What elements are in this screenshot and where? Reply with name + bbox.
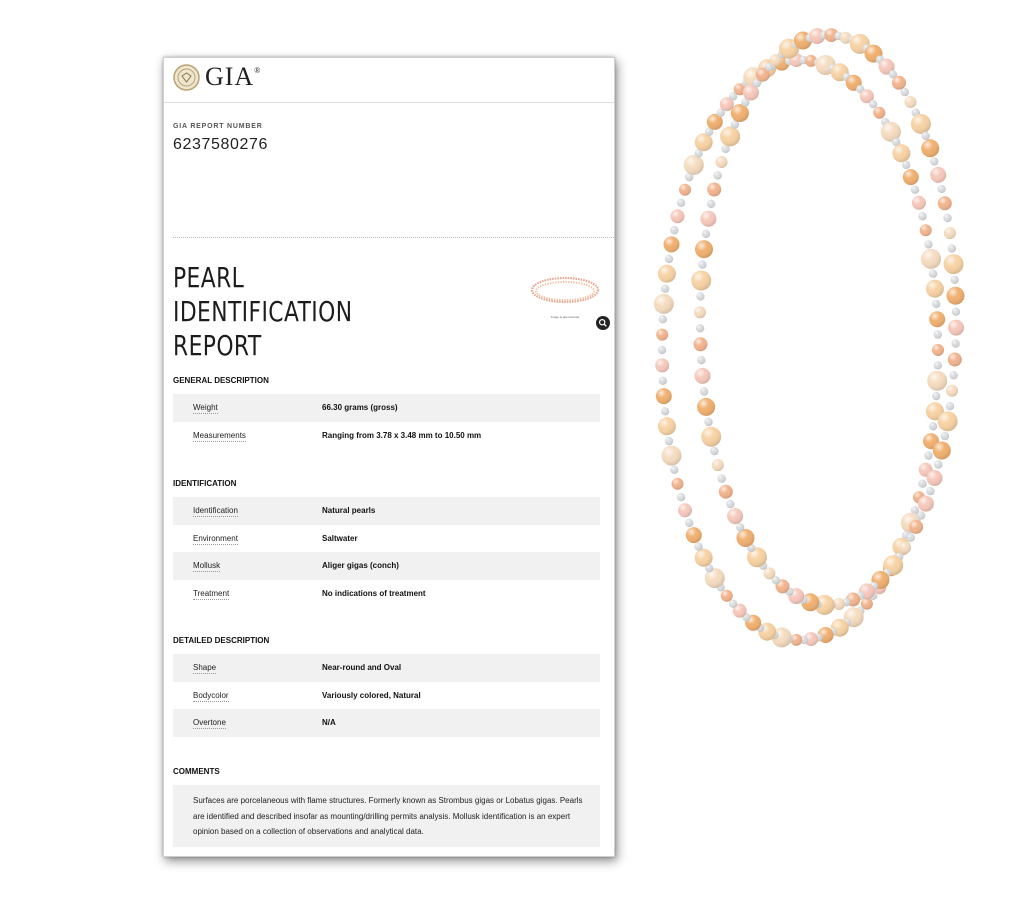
pearl-highlight bbox=[654, 294, 674, 314]
field-value: Ranging from 3.78 x 3.48 mm to 10.50 mm bbox=[322, 430, 482, 440]
detailed-description-section bbox=[173, 636, 600, 737]
pearl-highlight bbox=[659, 315, 667, 323]
field-label[interactable]: Bodycolor bbox=[193, 690, 229, 700]
field-value: Near-round and Oval bbox=[322, 663, 402, 673]
pearl-highlight bbox=[720, 126, 740, 146]
pearl-highlight bbox=[909, 520, 923, 534]
pearl-highlight bbox=[686, 527, 702, 543]
pearl-highlight bbox=[731, 104, 749, 122]
pearl-highlight bbox=[700, 387, 708, 395]
pearl-highlight bbox=[951, 276, 959, 284]
pearl-highlight bbox=[937, 185, 945, 193]
table-row bbox=[173, 552, 600, 580]
pearl-highlight bbox=[714, 171, 722, 179]
identification-section bbox=[173, 479, 600, 607]
pearl-highlight bbox=[700, 211, 716, 227]
necklace-thumbnail[interactable] bbox=[528, 268, 602, 322]
pearl-highlight bbox=[672, 478, 684, 490]
pearl-highlight bbox=[901, 88, 909, 96]
field-label[interactable]: Shape bbox=[193, 663, 217, 673]
pearl-highlight bbox=[949, 371, 957, 379]
pearl-highlight bbox=[656, 388, 672, 404]
table-row bbox=[173, 709, 600, 737]
thumbnail-caption: Image is approximate bbox=[550, 315, 580, 319]
gia-logo[interactable]: GIA® bbox=[205, 62, 262, 91]
pearl-highlight bbox=[710, 447, 718, 455]
field-label[interactable]: Treatment bbox=[193, 588, 230, 598]
field-label[interactable]: Mollusk bbox=[193, 561, 221, 571]
table-row bbox=[173, 580, 600, 608]
pearl-highlight bbox=[926, 487, 934, 495]
pearl-highlight bbox=[922, 132, 930, 140]
field-value: 66.30 grams (gross) bbox=[322, 403, 398, 413]
field-value: No indications of treatment bbox=[322, 588, 426, 598]
pearl-highlight bbox=[662, 446, 682, 466]
table-row bbox=[173, 422, 600, 450]
pearl-highlight bbox=[921, 139, 939, 157]
pearl-highlight bbox=[658, 346, 666, 354]
pearl-highlight bbox=[899, 542, 911, 554]
section-title: DETAILED DESCRIPTION bbox=[173, 636, 270, 645]
pearl-necklace-photo bbox=[640, 20, 1010, 650]
pearl-highlight bbox=[697, 398, 715, 416]
field-value: N/A bbox=[322, 718, 336, 728]
section-title: COMMENTS bbox=[173, 767, 220, 776]
pearl-highlight bbox=[943, 214, 951, 222]
table-row bbox=[173, 682, 600, 710]
pearl-highlight bbox=[671, 209, 685, 223]
pearl-highlight bbox=[930, 157, 938, 165]
pearl-highlight bbox=[911, 186, 919, 194]
pearl-highlight bbox=[685, 519, 693, 527]
pearl-highlight bbox=[948, 244, 956, 252]
comments-section bbox=[173, 767, 600, 847]
zoom-button[interactable] bbox=[596, 316, 610, 330]
section-title: GENERAL DESCRIPTION bbox=[173, 376, 269, 385]
pearl-highlight bbox=[934, 361, 942, 369]
pearl-highlight bbox=[933, 442, 951, 460]
pearl-highlight bbox=[696, 324, 704, 332]
pearl-highlight bbox=[912, 196, 926, 210]
pearl-highlight bbox=[927, 371, 947, 391]
pearl-highlight bbox=[679, 184, 691, 196]
pearl-highlight bbox=[921, 249, 941, 269]
pearl-highlight bbox=[664, 236, 680, 252]
general-description-section bbox=[173, 376, 600, 449]
section-title: IDENTIFICATION bbox=[173, 479, 237, 488]
pearl-highlight bbox=[892, 76, 906, 90]
pearl-highlight bbox=[934, 330, 942, 338]
pearl-highlight bbox=[702, 230, 710, 238]
pearl-highlight bbox=[946, 402, 954, 410]
pearl-highlight bbox=[918, 212, 926, 220]
field-value: Natural pearls bbox=[322, 506, 376, 516]
field-label[interactable]: Identification bbox=[193, 506, 238, 516]
pearl-highlight bbox=[929, 270, 937, 278]
pearl-highlight bbox=[658, 417, 676, 435]
pearl-highlight bbox=[712, 459, 724, 471]
pearl-highlight bbox=[661, 285, 669, 293]
pearl-highlight bbox=[930, 167, 946, 183]
pearl-highlight bbox=[917, 511, 925, 519]
pearl-highlight bbox=[701, 427, 721, 447]
pearl-highlight bbox=[737, 529, 755, 547]
pearl-highlight bbox=[941, 432, 949, 440]
pearl-highlight bbox=[661, 407, 669, 415]
pearl-highlight bbox=[952, 308, 960, 316]
pearl-highlight bbox=[726, 500, 734, 508]
pearl-highlight bbox=[670, 226, 678, 234]
pearl-highlight bbox=[719, 485, 733, 499]
pearl-highlight bbox=[938, 411, 958, 431]
pearl-highlight bbox=[695, 240, 713, 258]
pearl-highlight bbox=[684, 155, 704, 175]
table-row bbox=[173, 497, 600, 525]
pearl-highlight bbox=[678, 503, 692, 517]
pearl-highlight bbox=[691, 271, 711, 291]
pearl-highlight bbox=[944, 227, 956, 239]
pearl-highlight bbox=[656, 329, 668, 341]
field-label[interactable]: Overtone bbox=[193, 718, 226, 728]
pearl-highlight bbox=[707, 200, 715, 208]
pearl-highlight bbox=[695, 549, 713, 567]
report-number-label: GIA REPORT NUMBER bbox=[173, 123, 263, 130]
pearl-highlight bbox=[736, 523, 744, 531]
pearl-highlight bbox=[665, 255, 673, 263]
pearl-highlight bbox=[902, 161, 910, 169]
field-label[interactable]: Weight bbox=[193, 403, 218, 413]
pearl-highlight bbox=[696, 292, 704, 300]
pearl-highlight bbox=[694, 306, 706, 318]
pearl-highlight bbox=[929, 311, 945, 327]
field-label[interactable]: Environment bbox=[193, 533, 238, 543]
page-title: PEARL IDENTIFICATION REPORT bbox=[173, 261, 353, 362]
field-value: Saltwater bbox=[322, 533, 358, 543]
pearl-highlight bbox=[869, 100, 877, 108]
pearl-highlight bbox=[932, 300, 940, 308]
pearl-highlight bbox=[718, 474, 726, 482]
pearl-highlight bbox=[659, 377, 667, 385]
pearl-highlight bbox=[903, 169, 919, 185]
pearl-highlight bbox=[932, 344, 944, 356]
table-row bbox=[173, 394, 600, 422]
pearl-highlight bbox=[677, 493, 685, 501]
pearl-highlight bbox=[918, 496, 934, 512]
report-number: 6237580276 bbox=[173, 136, 268, 153]
table-row bbox=[173, 654, 600, 682]
pearl-highlight bbox=[721, 590, 733, 602]
pearl-highlight bbox=[918, 480, 926, 488]
pearl-highlight bbox=[947, 287, 965, 305]
pearl-highlight bbox=[727, 508, 743, 524]
pearl-highlight bbox=[892, 144, 910, 162]
pearl-highlight bbox=[704, 418, 712, 426]
pearl-highlight bbox=[951, 339, 959, 347]
table-row bbox=[173, 525, 600, 553]
pearl-highlight bbox=[926, 280, 944, 298]
divider bbox=[173, 237, 614, 238]
pearl-highlight bbox=[698, 261, 706, 269]
pearl-highlight bbox=[907, 533, 915, 541]
pearl-highlight bbox=[934, 460, 942, 468]
pearl-highlight bbox=[697, 356, 705, 364]
pearl-highlight bbox=[716, 156, 728, 168]
pearl-highlight bbox=[938, 196, 952, 210]
pearl-highlight bbox=[694, 543, 702, 551]
pearl-highlight bbox=[927, 470, 943, 486]
gia-report-card bbox=[163, 57, 615, 857]
pearl-highlight bbox=[677, 199, 685, 207]
pearl-highlight bbox=[694, 337, 708, 351]
pearl-highlight bbox=[920, 224, 932, 236]
pearl-highlight bbox=[670, 466, 678, 474]
pearl-highlight bbox=[707, 183, 721, 197]
pearl-highlight bbox=[873, 107, 885, 119]
magnifier-icon bbox=[596, 316, 610, 330]
pearl-highlight bbox=[924, 451, 932, 459]
pearl-highlight bbox=[695, 368, 711, 384]
pearl-highlight bbox=[665, 437, 673, 445]
pearl-highlight bbox=[911, 114, 931, 134]
pearl-highlight bbox=[944, 254, 964, 274]
comments-text: Surfaces are porcelaneous with flame structures. Formerly known as Strombus gigas or Lobatus gigas. Pearls are identified and described insofar as mounting/drilling permits analysis. Mollusk identification is an expert opinion based on a collection of observations and analytical data. bbox=[173, 785, 600, 847]
header-bar bbox=[164, 58, 614, 103]
field-value: Aliger gigas (conch) bbox=[322, 561, 399, 571]
field-label[interactable]: Measurements bbox=[193, 430, 246, 440]
pearl-highlight bbox=[905, 96, 917, 108]
pearl-highlight bbox=[929, 422, 937, 430]
gia-seal-icon bbox=[173, 64, 200, 91]
pearl-highlight bbox=[924, 240, 932, 248]
pearl-highlight bbox=[948, 320, 964, 336]
pearl-highlight bbox=[655, 358, 669, 372]
pearl-highlight bbox=[658, 265, 676, 283]
pearl-highlight bbox=[948, 353, 962, 367]
field-value: Variously colored, Natural bbox=[322, 690, 421, 700]
pearl-highlight bbox=[946, 385, 958, 397]
pearl-highlight bbox=[932, 392, 940, 400]
